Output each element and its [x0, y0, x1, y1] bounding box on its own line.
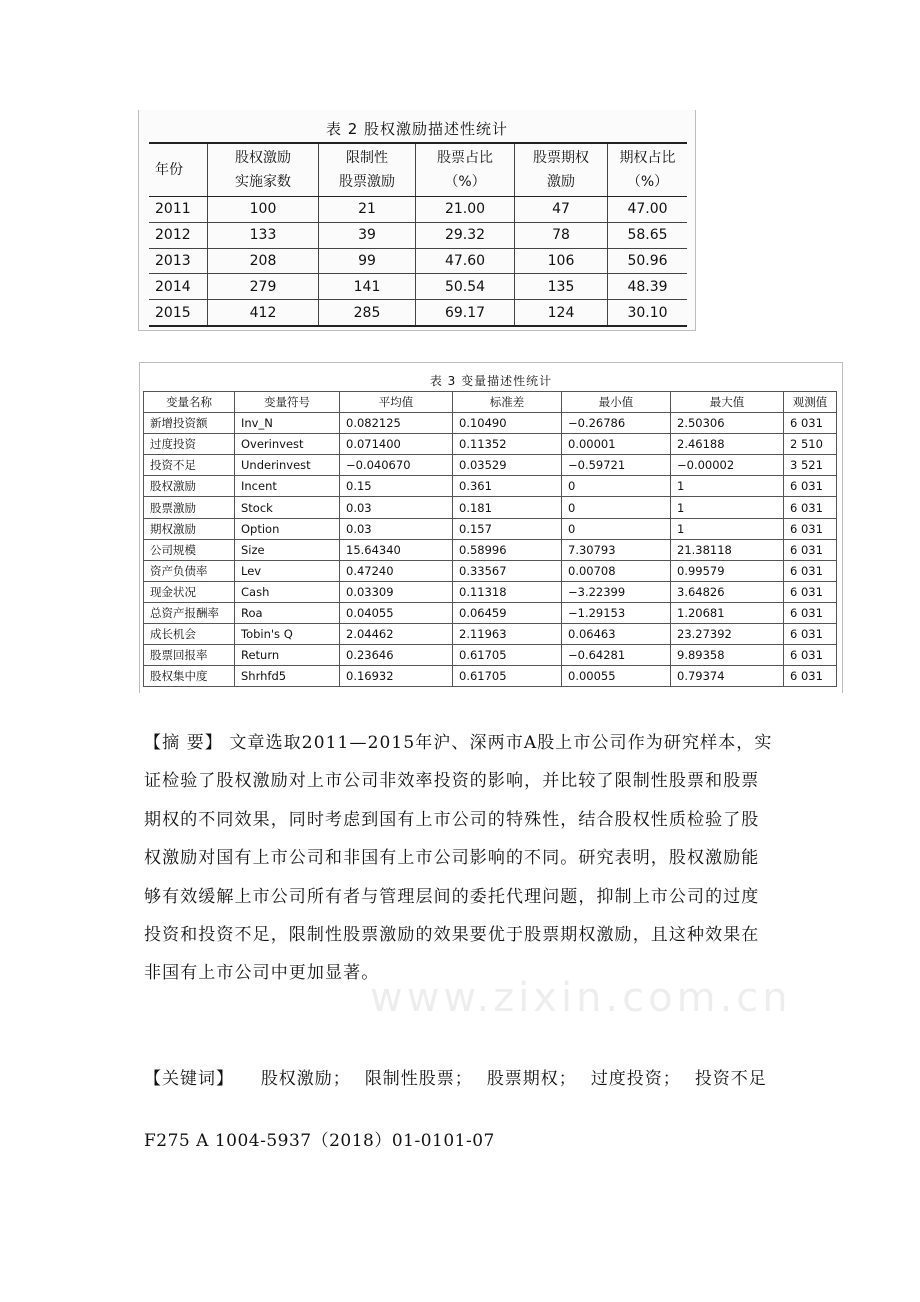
table3-cell: Option — [235, 518, 340, 539]
table3-cell: 0.03 — [340, 518, 453, 539]
table3-cell: 股权集中度 — [144, 666, 235, 687]
table3-cell: 公司规模 — [144, 539, 235, 560]
table3-cell: 6 031 — [784, 624, 837, 645]
table3-header-cell: 变量符号 — [235, 392, 340, 413]
table2-cell: 58.65 — [608, 222, 688, 248]
table3-header-cell: 最大值 — [671, 392, 784, 413]
table3-cell: Underinvest — [235, 455, 340, 476]
table2-figure — [138, 110, 696, 331]
table3-cell: −0.59721 — [562, 455, 671, 476]
table2-cell: 69.17 — [416, 300, 515, 326]
table3-cell: 过度投资 — [144, 434, 235, 455]
table3-row — [144, 413, 837, 434]
table3-cell: 6 031 — [784, 581, 837, 602]
table3-cell: 2.11963 — [453, 624, 562, 645]
table3-cell: 0.61705 — [453, 666, 562, 687]
table3-cell: 6 031 — [784, 518, 837, 539]
table2-row — [149, 274, 687, 300]
table3-cell: 股权激励 — [144, 476, 235, 497]
table3-cell: 0.157 — [453, 518, 562, 539]
table3-title: 表 3 变量描述性统计 — [429, 374, 553, 388]
table3-cell: 0.06459 — [453, 602, 562, 623]
table3-cell: Cash — [235, 581, 340, 602]
table3-row — [144, 539, 837, 560]
table3-cell: 1 — [671, 497, 784, 518]
abstract-line: 权激励对国有上市公司和非国有上市公司影响的不同。研究表明，股权激励能 — [144, 848, 760, 869]
table3-cell: −0.64281 — [562, 645, 671, 666]
table2-cell: 141 — [319, 274, 416, 300]
table2-cell: 135 — [515, 274, 608, 300]
table2-cell: 2015 — [149, 300, 208, 326]
abstract-line: 证检验了股权激励对上市公司非效率投资的影响，并比较了限制性股票和股票 — [144, 771, 760, 792]
table3-cell: 总资产报酬率 — [144, 602, 235, 623]
keyword: 股票期权； — [486, 1069, 577, 1089]
table2-cell: 50.54 — [416, 274, 515, 300]
table2-cell: 48.39 — [608, 274, 688, 300]
table3-cell: 0.10490 — [453, 413, 562, 434]
table3-cell: Lev — [235, 560, 340, 581]
table3-cell: 2.04462 — [340, 624, 453, 645]
table3-cell: 0.03309 — [340, 581, 453, 602]
table2-cell: 78 — [515, 222, 608, 248]
table2-cell: 47.00 — [608, 197, 688, 223]
table3-cell: 23.27392 — [671, 624, 784, 645]
table2-cell: 47 — [515, 197, 608, 223]
watermark: www.zixin.com.cn — [370, 975, 792, 1021]
table3-header-row — [144, 392, 837, 413]
table2-cell: 208 — [208, 248, 319, 274]
table3-row — [144, 476, 837, 497]
table3-cell: 新增投资额 — [144, 413, 235, 434]
table3-cell: −1.29153 — [562, 602, 671, 623]
table2-cell: 2013 — [149, 248, 208, 274]
table3-cell: 资产负债率 — [144, 560, 235, 581]
table3-row — [144, 560, 837, 581]
table2-cell: 21 — [319, 197, 416, 223]
table2-row — [149, 248, 687, 274]
table2-cell: 30.10 — [608, 300, 688, 326]
keyword: 限制性股票； — [364, 1069, 473, 1089]
table2-cell: 285 — [319, 300, 416, 326]
table3-header-cell: 平均值 — [340, 392, 453, 413]
table3-cell: 6 031 — [784, 602, 837, 623]
table3-cell: 21.38118 — [671, 539, 784, 560]
table2-header-row — [149, 143, 687, 197]
table3-cell: −0.26786 — [562, 413, 671, 434]
table3-cell: Stock — [235, 497, 340, 518]
table3-cell: 0.361 — [453, 476, 562, 497]
table2-header-cell: 期权占比 （%） — [608, 143, 688, 197]
table2-header-cell: 股票期权 激励 — [515, 143, 608, 197]
table2-row — [149, 222, 687, 248]
table3-cell: 7.30793 — [562, 539, 671, 560]
abstract-line: 【摘 要】 文章选取2011—2015年沪、深两市A股上市公司作为研究样本，实 — [144, 733, 773, 753]
table3 — [143, 391, 837, 687]
table3-cell: 期权激励 — [144, 518, 235, 539]
table3-row — [144, 581, 837, 602]
table3-row — [144, 455, 837, 476]
table3-cell: 现金状况 — [144, 581, 235, 602]
table3-cell: 0.23646 — [340, 645, 453, 666]
table2-cell: 124 — [515, 300, 608, 326]
table3-cell: 6 031 — [784, 476, 837, 497]
table2-header-cell: 年份 — [149, 143, 208, 197]
table3-row — [144, 602, 837, 623]
table2 — [149, 142, 687, 327]
table2-cell: 47.60 — [416, 248, 515, 274]
keywords — [144, 1064, 784, 1094]
table3-cell: Overinvest — [235, 434, 340, 455]
table2-cell: 100 — [208, 197, 319, 223]
table3-cell: 6 031 — [784, 497, 837, 518]
classification-code: F275 A 1004-5937（2018）01-0101-07 — [144, 1131, 495, 1151]
table3-cell: 0.33567 — [453, 560, 562, 581]
table3-cell: 0.00001 — [562, 434, 671, 455]
table2-cell: 133 — [208, 222, 319, 248]
table3-cell: Return — [235, 645, 340, 666]
table3-cell: 0.03 — [340, 497, 453, 518]
keywords-label: 【关键词】 — [144, 1069, 234, 1089]
table3-cell: 0.58996 — [453, 539, 562, 560]
table3-header-cell: 变量名称 — [144, 392, 235, 413]
table3-cell: 0.15 — [340, 476, 453, 497]
table3-cell: 2 510 — [784, 434, 837, 455]
table3-cell: Tobin's Q — [235, 624, 340, 645]
table3-cell: −0.040670 — [340, 455, 453, 476]
table3-cell: Shrhfd5 — [235, 666, 340, 687]
table3-cell: Inv_N — [235, 413, 340, 434]
table3-body — [144, 413, 837, 687]
table3-header-cell: 标准差 — [453, 392, 562, 413]
table3-cell: −3.22399 — [562, 581, 671, 602]
abstract-line: 投资和投资不足，限制性股票激励的效果要优于股票期权激励，且这种效果在 — [144, 924, 760, 945]
table2-title: 表 2 股权激励描述性统计 — [325, 120, 509, 138]
table3-cell: 0 — [562, 518, 671, 539]
table2-cell: 279 — [208, 274, 319, 300]
table3-cell: 6 031 — [784, 560, 837, 581]
table3-cell: Incent — [235, 476, 340, 497]
table3-cell: 0.00708 — [562, 560, 671, 581]
table2-cell: 99 — [319, 248, 416, 274]
table2-row — [149, 300, 687, 326]
table3-cell: 0.00055 — [562, 666, 671, 687]
table3-cell: 投资不足 — [144, 455, 235, 476]
table3-cell: 0 — [562, 497, 671, 518]
table3-cell: 6 031 — [784, 645, 837, 666]
table3-cell: 9.89358 — [671, 645, 784, 666]
table3-cell: 0 — [562, 476, 671, 497]
abstract — [144, 724, 784, 993]
table3-cell: 0.04055 — [340, 602, 453, 623]
table3-cell: 1 — [671, 518, 784, 539]
table2-cell: 50.96 — [608, 248, 688, 274]
table2-cell: 29.32 — [416, 222, 515, 248]
table3-row — [144, 645, 837, 666]
table3-cell: 0.082125 — [340, 413, 453, 434]
table3-cell: 6 031 — [784, 539, 837, 560]
keywords-list — [261, 1069, 781, 1089]
table2-cell: 412 — [208, 300, 319, 326]
table3-cell: 6 031 — [784, 413, 837, 434]
table3-cell: 股票激励 — [144, 497, 235, 518]
table3-cell: 1 — [671, 476, 784, 497]
table3-cell: 0.61705 — [453, 645, 562, 666]
table3-header-cell: 观测值 — [784, 392, 837, 413]
table3-cell: 3.64826 — [671, 581, 784, 602]
table2-cell: 39 — [319, 222, 416, 248]
table3-cell: 0.47240 — [340, 560, 453, 581]
keyword: 股权激励； — [260, 1069, 351, 1089]
table3-header-cell: 最小值 — [562, 392, 671, 413]
table3-cell: Roa — [235, 602, 340, 623]
table3-cell: 0.99579 — [671, 560, 784, 581]
table3-row — [144, 497, 837, 518]
keyword: 过度投资； — [590, 1069, 681, 1089]
table2-header-cell: 股票占比 （%） — [416, 143, 515, 197]
table3-cell: 15.64340 — [340, 539, 453, 560]
table3-cell: 2.46188 — [671, 434, 784, 455]
table3-cell: −0.00002 — [671, 455, 784, 476]
table2-row — [149, 197, 687, 223]
table3-cell: 3 521 — [784, 455, 837, 476]
table3-cell: 0.16932 — [340, 666, 453, 687]
keyword: 投资不足 — [694, 1069, 767, 1089]
table3-cell: 0.06463 — [562, 624, 671, 645]
table3-row — [144, 518, 837, 539]
table2-cell: 21.00 — [416, 197, 515, 223]
table3-cell: 0.181 — [453, 497, 562, 518]
abstract-line: 期权的不同效果，同时考虑到国有上市公司的特殊性，结合股权性质检验了股 — [144, 809, 760, 830]
table2-cell: 2011 — [149, 197, 208, 223]
table2-header-cell: 限制性 股票激励 — [319, 143, 416, 197]
table3-row — [144, 666, 837, 687]
table3-cell: 股票回报率 — [144, 645, 235, 666]
table2-body — [149, 197, 687, 326]
table3-row — [144, 434, 837, 455]
table3-cell: 1.20681 — [671, 602, 784, 623]
table3-cell: 成长机会 — [144, 624, 235, 645]
table3-cell: 0.79374 — [671, 666, 784, 687]
table3-cell: 6 031 — [784, 666, 837, 687]
table3-cell: Size — [235, 539, 340, 560]
table3-cell: 0.03529 — [453, 455, 562, 476]
table2-header-cell: 股权激励 实施家数 — [208, 143, 319, 197]
table3-row — [144, 624, 837, 645]
table3-cell: 0.11352 — [453, 434, 562, 455]
table3-cell: 0.071400 — [340, 434, 453, 455]
table3-cell: 2.50306 — [671, 413, 784, 434]
table2-cell: 2012 — [149, 222, 208, 248]
abstract-line: 够有效缓解上市公司所有者与管理层间的委托代理问题，抑制上市公司的过度 — [144, 886, 760, 907]
abstract-line: 非国有上市公司中更加显著。 — [144, 963, 380, 984]
table3-cell: 0.11318 — [453, 581, 562, 602]
table2-cell: 106 — [515, 248, 608, 274]
table2-cell: 2014 — [149, 274, 208, 300]
